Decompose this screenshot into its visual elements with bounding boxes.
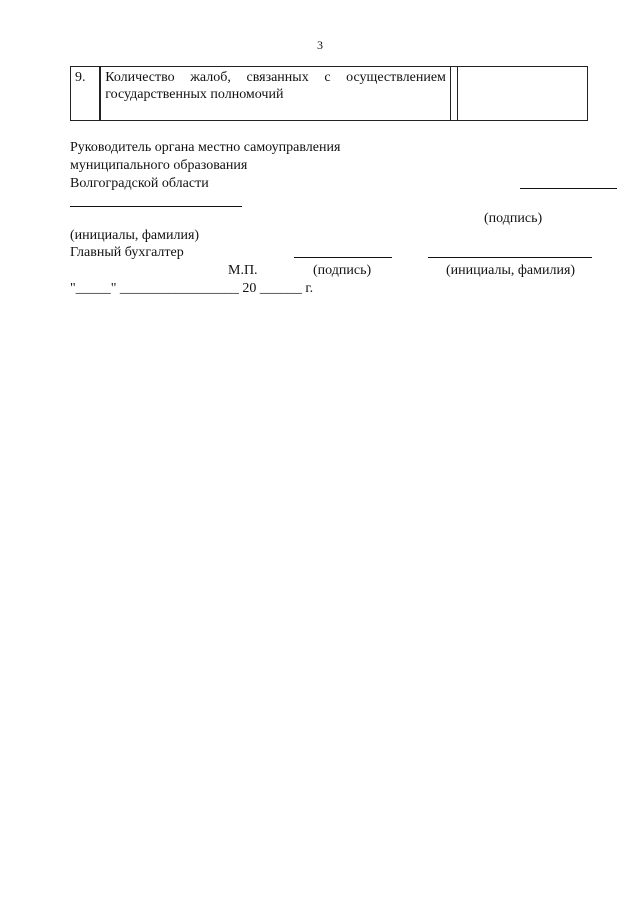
row-value-cell [450,67,587,121]
accountant-initials-caption: (инициалы, фамилия) [446,263,576,278]
accountant-initials-line [428,257,592,258]
head-initials-caption: (инициалы, фамилия) [70,228,200,243]
head-signature-caption: (подпись) [484,211,543,226]
page-number: 3 [317,38,323,52]
row-number-cell [71,67,101,121]
double-rule-divider [99,67,100,120]
table-row [71,67,588,121]
date-line: "_____" _________________ 20 ______ г. [70,281,314,296]
head-title-line3: Волгоградской области [70,176,209,191]
row-description-line2: государственных полномочий [105,87,284,102]
accountant-signature-line [294,257,392,258]
report-table [70,66,588,121]
accountant-signature-caption: (подпись) [313,263,372,278]
head-initials-line [70,206,242,207]
row-description-cell [101,67,451,121]
head-signature-line [520,188,617,189]
row-number: 9. [75,70,86,85]
double-rule-divider-right [457,67,458,120]
head-title-line2: муниципального образования [70,158,248,173]
stamp-label: М.П. [228,263,258,278]
row-description-line1: Количество жалоб, связанных с осуществлением [105,70,446,85]
accountant-label: Главный бухгалтер [70,245,184,260]
head-title-line1: Руководитель органа местно самоуправления [70,140,341,155]
